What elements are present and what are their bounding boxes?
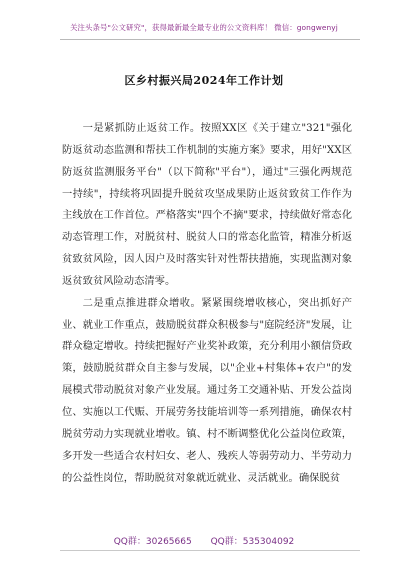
paragraph-prevent-poverty-return: 一是紧抓防止返贫工作。按照XX区《关于建立"321"强化防返贫动态监测和帮扶工作机制的实施方案》要求，用好"XX区防返贫监测服务平台"（以下简称"平台"），通过"三强化两规范一持续"，持续将巩固提升脱贫攻坚成果防止返贫致贫工作作为主线放在工作首位。严格落实"四个不摘"要求，持续做好常态化动态管理工作，对脱贫村、脱贫人口的常态化监管，精准分析返贫致贫风险，因人因户及时落实针对性帮扶措施，实现监测对象返贫致贫风险动态清零。 <box>62 122 352 287</box>
header-divider <box>60 39 360 40</box>
footer-qq-group-2: QQ群：535304092 <box>210 537 295 547</box>
document-title: 区乡村振兴局2024年工作计划 <box>124 74 284 87</box>
document-body <box>62 118 352 489</box>
footer-divider <box>60 550 360 551</box>
header-banner: 关注头条号"公文研究"，获得最新最全最专业的公文资料库！ 微信：gongwenyj <box>70 23 338 32</box>
footer-contact <box>0 534 408 547</box>
paragraph-income-growth: 二是重点推进群众增收。紧紧围绕增收核心，突出抓好产业、就业工作重点，鼓励脱贫群众积极参与"庭院经济"发展，让群众稳定增收。持续把握好产业奖补政策，充分利用小额信贷政策，鼓励脱贫群众自主参与发展，以"企业+村集体+农户"的发展模式带动脱贫对象产业发展。通过务工交通补贴、开发公益岗位、实施以工代赈、开展劳务技能培训等一系列措施，确保农村脱贫劳动力实现就业增收。镇、村不断调整优化公益岗位政策，多开发一些适合农村妇女、老人、残疾人等弱劳动力、半劳动力的公益性岗位，帮助脱贫对象就近就业、灵活就业。确保脱贫 <box>62 296 352 484</box>
footer-qq-group-1: QQ群：30265665 <box>113 537 192 547</box>
